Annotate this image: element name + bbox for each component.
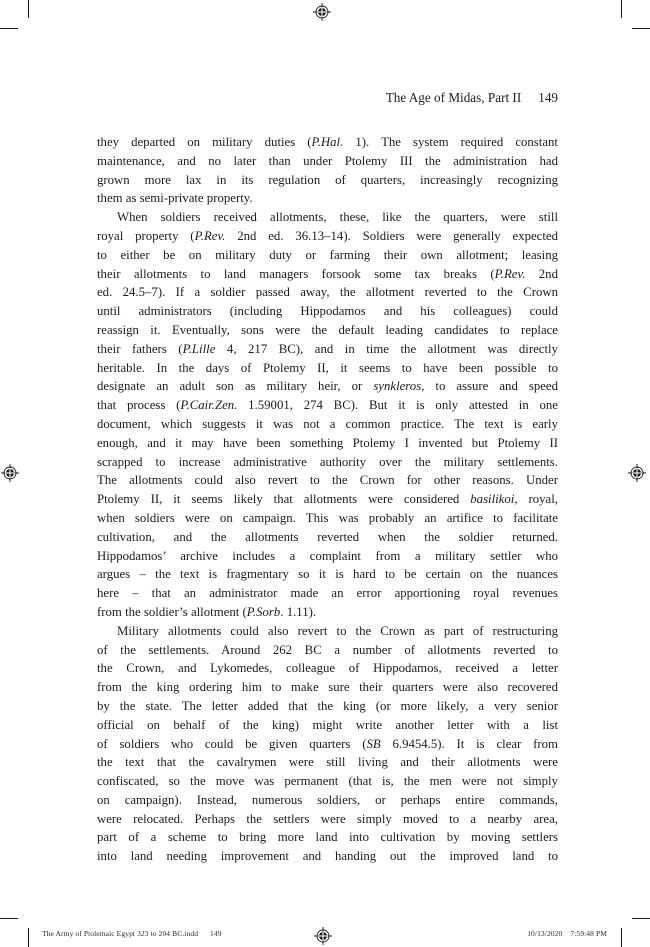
text-line: until administrators (including Hippodamos and his colleagues) could	[97, 304, 558, 319]
footer-time: 7:59:48 PM	[570, 929, 607, 938]
text-line: Military allotments could also revert to the Crown as part of restructuring	[117, 623, 558, 638]
paragraph	[97, 208, 558, 622]
crop-mark	[28, 928, 29, 947]
text-line: scrapped to increase administrative authority over the military settlements.	[97, 454, 558, 469]
text-line: Hippodamos’ archive includes a complaint from a military settler who	[97, 548, 558, 563]
footer-slug-right	[527, 929, 607, 938]
text-line: royal property (P.Rev. 2nd ed. 36.13–14). Soldiers were generally expected	[97, 228, 559, 243]
text-line: of soldiers who could be given quarters (SB 6.9454.5). It is clear from	[97, 736, 558, 751]
paragraph	[97, 133, 558, 208]
text-line: them as semi-private property.	[97, 191, 253, 206]
text-line: Ptolemy II, it seems likely that allotments were considered basilikoi, royal,	[97, 492, 558, 507]
text-line: When soldiers received allotments, these, like the quarters, were still	[117, 210, 558, 225]
text-line: the text that the cavalrymen were still living and their allotments were	[97, 755, 558, 770]
text-line: to either be on military duty or farming their own allotment; leasing	[97, 247, 558, 262]
text-line: heritable. In the days of Ptolemy II, it seems to have been possible to	[97, 360, 558, 375]
text-line: The allotments could also revert to the Crown for other reasons. Under	[97, 473, 558, 488]
text-line: were relocated. Perhaps the settlers were simply moved to a nearby area,	[97, 811, 558, 826]
text-line: of the settlements. Around 262 BC a number of allotments reverted to	[97, 642, 558, 657]
text-line: designate an adult son as military heir, or synkleros, to assure and speed	[97, 379, 559, 394]
text-line: enough, and it may have been something Ptolemy I invented but Ptolemy II	[97, 435, 558, 450]
text-line: their allotments to land managers forsook some tax breaks (P.Rev. 2nd	[97, 266, 558, 281]
text-line: ed. 24.5–7). If a soldier passed away, the allotment reverted to the Crown	[97, 285, 558, 300]
body-text	[97, 133, 558, 866]
crop-mark	[621, 0, 622, 18]
running-header	[97, 90, 558, 106]
text-line: that process (P.Cair.Zen. 1.59001, 274 BC). But it is only attested in one	[97, 398, 558, 413]
text-line: when soldiers were on campaign. This was probably an artifice to facilitate	[97, 510, 558, 525]
footer-page-number: 149	[210, 929, 222, 938]
text-line: grown more lax in its regulation of quarters, increasingly recognizing	[97, 172, 558, 187]
text-line: their fathers (P.Lille 4, 217 BC), and in time the allotment was directly	[97, 341, 558, 356]
crop-mark	[632, 28, 650, 29]
text-line: they departed on military duties (P.Hal. 1). The system required constant	[97, 135, 558, 149]
text-line: here – that an administrator made an error apportioning royal revenues	[97, 586, 558, 601]
text-line: official on behalf of the king) might write another letter with a list	[97, 717, 558, 732]
crop-mark	[0, 918, 18, 919]
crop-mark	[632, 918, 650, 919]
text-line: confiscated, so the move was permanent (that is, the men were not simply	[97, 774, 558, 789]
registration-mark-icon	[1, 464, 19, 482]
text-line: into land needing improvement and handing out the improved land to	[97, 849, 558, 864]
registration-mark-icon	[314, 927, 332, 945]
text-line: cultivation, and the allotments reverted when the soldier returned.	[97, 529, 558, 544]
crop-mark	[0, 28, 18, 29]
paragraph	[97, 622, 558, 866]
page-number: 149	[538, 90, 558, 105]
text-line: reassign it. Eventually, sons were the default leading candidates to replace	[97, 322, 558, 337]
text-line: argues – the text is fragmentary so it is hard to be certain on the nuances	[97, 567, 558, 582]
text-line: maintenance, and no later than under Ptolemy III the administration had	[97, 153, 558, 168]
text-line: part of a scheme to bring more land into cultivation by moving settlers	[97, 830, 558, 845]
document-filename: The Army of Ptolemaic Egypt 323 to 204 BC.indd	[42, 929, 199, 938]
chapter-title: The Age of Midas, Part II	[385, 90, 522, 105]
registration-mark-icon	[313, 3, 331, 21]
text-line: by the state. The letter added that the king (or more likely, a very senior	[97, 698, 558, 713]
text-line: from the king ordering him to make sure their quarters were also recovered	[97, 680, 558, 695]
crop-mark	[621, 928, 622, 947]
text-line: the Crown, and Lykomedes, colleague of Hippodamos, received a letter	[97, 661, 558, 676]
registration-mark-icon	[628, 464, 646, 482]
text-line: on campaign). Instead, numerous soldiers, or perhaps entire commands,	[97, 792, 558, 807]
crop-mark	[28, 0, 29, 18]
footer-slug-left	[42, 929, 222, 938]
footer-date: 10/13/2020	[527, 929, 563, 938]
text-line: from the soldier’s allotment (P.Sorb. 1.11).	[97, 604, 317, 619]
text-line: document, which suggests it was not a common practice. The text is early	[97, 416, 558, 431]
